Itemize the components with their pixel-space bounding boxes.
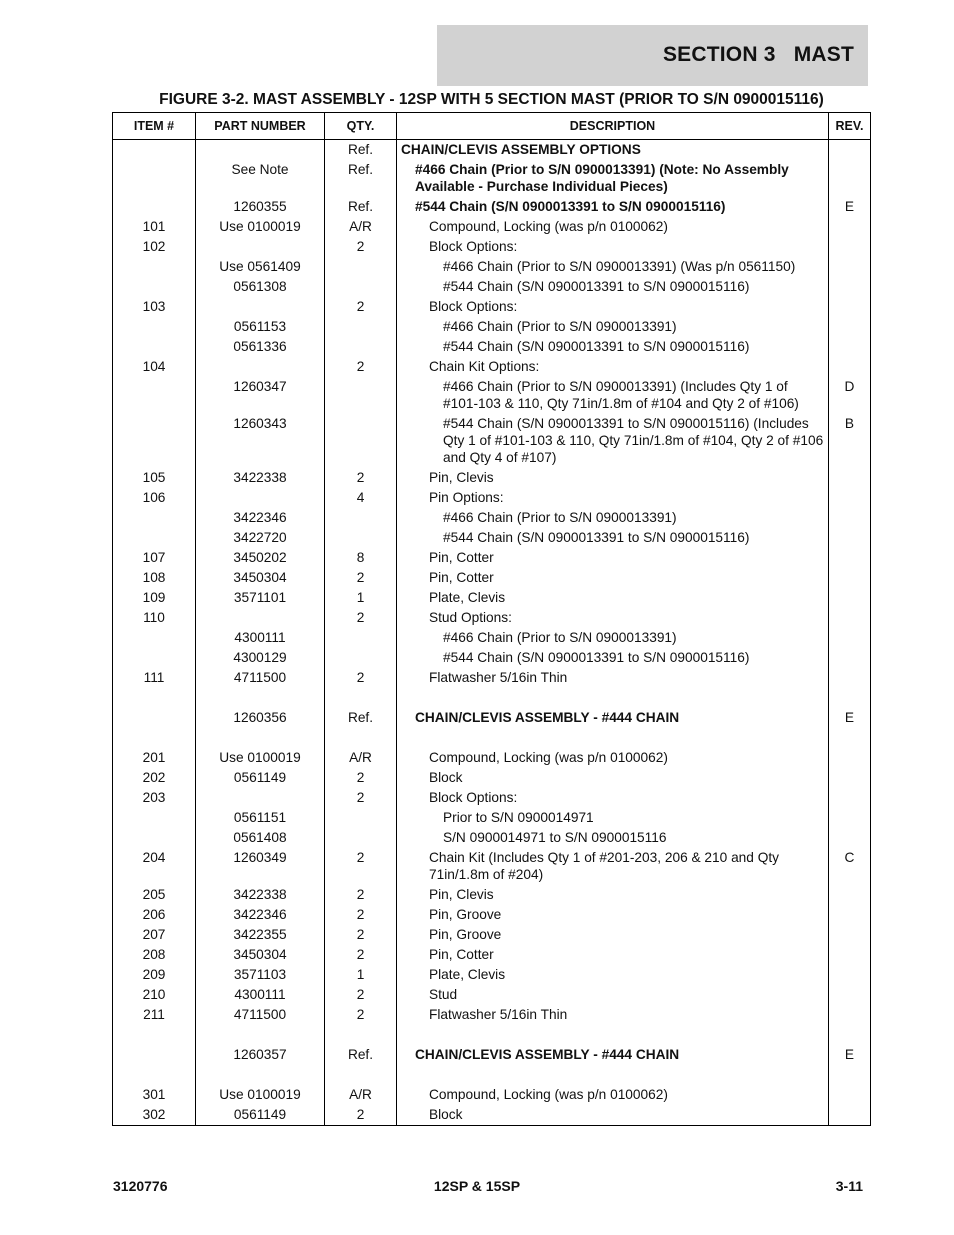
qty-cell (325, 318, 397, 338)
qty-cell: 2 (325, 569, 397, 589)
description-cell: Compound, Locking (was p/n 0100062) (397, 749, 829, 769)
rev-cell: D (829, 378, 871, 415)
table-row (113, 161, 871, 198)
item-number-cell (113, 258, 196, 278)
rev-cell (829, 649, 871, 669)
description-cell: S/N 0900014971 to S/N 0900015116 (397, 829, 829, 849)
rev-cell (829, 469, 871, 489)
footer-page-number: 3-11 (835, 1178, 863, 1194)
part-number-cell: 1260349 (196, 849, 325, 886)
table-row (113, 198, 871, 218)
item-number-cell (113, 629, 196, 649)
qty-cell: Ref. (325, 709, 397, 729)
description-cell: #466 Chain (Prior to S/N 0900013391) (Includes Qty 1 of #101-103 & 110, Qty 71in/1.8m of #104 and Qty 2 of #106) (397, 378, 829, 415)
table-row (113, 609, 871, 629)
rev-cell: E (829, 709, 871, 729)
item-number-cell (113, 318, 196, 338)
qty-cell: 2 (325, 849, 397, 886)
table-row (113, 1006, 871, 1026)
column-header-item: ITEM # (113, 113, 196, 140)
table-row (113, 769, 871, 789)
item-number-cell: 206 (113, 906, 196, 926)
part-number-cell: 3450202 (196, 549, 325, 569)
item-number-cell: 104 (113, 358, 196, 378)
part-number-cell: 0561149 (196, 769, 325, 789)
spacer-cell (113, 1026, 196, 1046)
spacer-cell (196, 1066, 325, 1086)
description-cell: Plate, Clevis (397, 966, 829, 986)
rev-cell (829, 278, 871, 298)
qty-cell (325, 415, 397, 469)
item-number-cell: 201 (113, 749, 196, 769)
qty-cell: A/R (325, 1086, 397, 1106)
item-number-cell (113, 140, 196, 162)
qty-cell: 2 (325, 1006, 397, 1026)
part-number-cell: Use 0561409 (196, 258, 325, 278)
spacer-row (113, 1066, 871, 1086)
qty-cell: 2 (325, 609, 397, 629)
item-number-cell: 209 (113, 966, 196, 986)
table-row (113, 358, 871, 378)
rev-cell (829, 946, 871, 966)
description-cell: Chain Kit (Includes Qty 1 of #201-203, 206 & 210 and Qty 71in/1.8m of #204) (397, 849, 829, 886)
description-cell: #466 Chain (Prior to S/N 0900013391) (397, 629, 829, 649)
part-number-cell: See Note (196, 161, 325, 198)
description-cell: Block Options: (397, 238, 829, 258)
qty-cell: 1 (325, 966, 397, 986)
qty-cell (325, 529, 397, 549)
table-row (113, 849, 871, 886)
item-number-cell (113, 709, 196, 729)
rev-cell (829, 749, 871, 769)
item-number-cell: 301 (113, 1086, 196, 1106)
spacer-cell (397, 1026, 829, 1046)
column-header-qty: QTY. (325, 113, 397, 140)
table-row (113, 1106, 871, 1126)
item-number-cell: 210 (113, 986, 196, 1006)
rev-cell: E (829, 198, 871, 218)
description-cell: Pin, Cotter (397, 569, 829, 589)
table-row (113, 1046, 871, 1066)
qty-cell: 2 (325, 926, 397, 946)
part-number-cell (196, 140, 325, 162)
part-number-cell: Use 0100019 (196, 749, 325, 769)
item-number-cell: 205 (113, 886, 196, 906)
qty-cell (325, 278, 397, 298)
description-cell: Prior to S/N 0900014971 (397, 809, 829, 829)
part-number-cell: 4300129 (196, 649, 325, 669)
qty-cell: 2 (325, 886, 397, 906)
rev-cell (829, 629, 871, 649)
description-cell: #544 Chain (S/N 0900013391 to S/N 0900015116) (Includes Qty 1 of #101-103 & 110, Qty 71in/1.8m of #104, Qty 2 of #106 and Qty 4 of #107) (397, 415, 829, 469)
table-row (113, 509, 871, 529)
rev-cell (829, 669, 871, 689)
table-row (113, 140, 871, 162)
spacer-cell (829, 689, 871, 709)
rev-cell: C (829, 849, 871, 886)
description-cell: Pin, Groove (397, 926, 829, 946)
rev-cell: E (829, 1046, 871, 1066)
table-row (113, 649, 871, 669)
item-number-cell (113, 829, 196, 849)
table-row (113, 789, 871, 809)
rev-cell (829, 986, 871, 1006)
rev-cell (829, 358, 871, 378)
rev-cell (829, 1006, 871, 1026)
part-number-cell: 0561151 (196, 809, 325, 829)
section-header-banner (437, 25, 868, 86)
part-number-cell (196, 358, 325, 378)
spacer-cell (196, 689, 325, 709)
part-number-cell: 3571103 (196, 966, 325, 986)
description-cell: Block (397, 1106, 829, 1126)
table-row (113, 966, 871, 986)
item-number-cell: 105 (113, 469, 196, 489)
item-number-cell (113, 378, 196, 415)
table-row (113, 946, 871, 966)
rev-cell (829, 509, 871, 529)
part-number-cell: 1260343 (196, 415, 325, 469)
item-number-cell (113, 198, 196, 218)
description-cell: Pin, Groove (397, 906, 829, 926)
spacer-row (113, 729, 871, 749)
table-row (113, 529, 871, 549)
column-header-part-number: PART NUMBER (196, 113, 325, 140)
description-cell: Plate, Clevis (397, 589, 829, 609)
footer-model: 12SP & 15SP (433, 1178, 521, 1194)
spacer-cell (113, 689, 196, 709)
table-row (113, 809, 871, 829)
part-number-cell: 1260355 (196, 198, 325, 218)
item-number-cell: 107 (113, 549, 196, 569)
item-number-cell: 202 (113, 769, 196, 789)
item-number-cell: 111 (113, 669, 196, 689)
description-cell: Compound, Locking (was p/n 0100062) (397, 218, 829, 238)
spacer-cell (196, 1026, 325, 1046)
rev-cell (829, 886, 871, 906)
qty-cell: Ref. (325, 161, 397, 198)
item-number-cell (113, 509, 196, 529)
item-number-cell: 101 (113, 218, 196, 238)
description-cell: #466 Chain (Prior to S/N 0900013391) (397, 509, 829, 529)
description-cell: #466 Chain (Prior to S/N 0900013391) (Was p/n 0561150) (397, 258, 829, 278)
description-cell: #544 Chain (S/N 0900013391 to S/N 0900015116) (397, 529, 829, 549)
item-number-cell (113, 649, 196, 669)
item-number-cell: 109 (113, 589, 196, 609)
spacer-cell (829, 729, 871, 749)
rev-cell (829, 926, 871, 946)
qty-cell (325, 649, 397, 669)
rev-cell: B (829, 415, 871, 469)
description-cell: Compound, Locking (was p/n 0100062) (397, 1086, 829, 1106)
rev-cell (829, 218, 871, 238)
description-cell: Flatwasher 5/16in Thin (397, 669, 829, 689)
section-title: SECTION 3 MAST (662, 43, 854, 66)
rev-cell (829, 258, 871, 278)
table-row (113, 238, 871, 258)
qty-cell: 2 (325, 986, 397, 1006)
rev-cell (829, 829, 871, 849)
item-number-cell: 302 (113, 1106, 196, 1126)
part-number-cell: 0561149 (196, 1106, 325, 1126)
table-row (113, 298, 871, 318)
spacer-cell (325, 1066, 397, 1086)
rev-cell (829, 238, 871, 258)
part-number-cell: 3571101 (196, 589, 325, 609)
description-cell: #544 Chain (S/N 0900013391 to S/N 0900015116) (397, 198, 829, 218)
rev-cell (829, 489, 871, 509)
item-number-cell: 102 (113, 238, 196, 258)
part-number-cell (196, 609, 325, 629)
description-cell: CHAIN/CLEVIS ASSEMBLY - #444 CHAIN (397, 709, 829, 729)
part-number-cell: 4711500 (196, 1006, 325, 1026)
table-row (113, 549, 871, 569)
qty-cell (325, 809, 397, 829)
table-row (113, 829, 871, 849)
table-row (113, 886, 871, 906)
item-number-cell: 208 (113, 946, 196, 966)
table-row (113, 629, 871, 649)
parts-table (112, 112, 871, 1126)
spacer-cell (829, 1066, 871, 1086)
description-cell: Block (397, 769, 829, 789)
part-number-cell (196, 789, 325, 809)
item-number-cell: 211 (113, 1006, 196, 1026)
table-row (113, 589, 871, 609)
qty-cell (325, 629, 397, 649)
spacer-row (113, 689, 871, 709)
description-cell: #544 Chain (S/N 0900013391 to S/N 0900015116) (397, 338, 829, 358)
footer-doc-number: 3120776 (113, 1178, 168, 1194)
table-row (113, 318, 871, 338)
qty-cell: 4 (325, 489, 397, 509)
description-cell: Pin, Cotter (397, 946, 829, 966)
rev-cell (829, 549, 871, 569)
part-number-cell: 0561308 (196, 278, 325, 298)
part-number-cell: 4300111 (196, 986, 325, 1006)
item-number-cell: 207 (113, 926, 196, 946)
rev-cell (829, 161, 871, 198)
spacer-cell (113, 729, 196, 749)
item-number-cell: 103 (113, 298, 196, 318)
description-cell: Pin, Clevis (397, 886, 829, 906)
part-number-cell: Use 0100019 (196, 218, 325, 238)
qty-cell: 2 (325, 469, 397, 489)
figure-title: FIGURE 3-2. MAST ASSEMBLY - 12SP WITH 5 SECTION MAST (PRIOR TO S/N 0900015116) (159, 91, 824, 108)
qty-cell: 2 (325, 946, 397, 966)
spacer-cell (397, 689, 829, 709)
rev-cell (829, 809, 871, 829)
column-header-description: DESCRIPTION (397, 113, 829, 140)
description-cell: Stud (397, 986, 829, 1006)
part-number-cell: 3450304 (196, 946, 325, 966)
item-number-cell (113, 809, 196, 829)
item-number-cell (113, 161, 196, 198)
rev-cell (829, 1106, 871, 1126)
description-cell: #466 Chain (Prior to S/N 0900013391) (397, 318, 829, 338)
part-number-cell: 3422338 (196, 886, 325, 906)
qty-cell: 2 (325, 298, 397, 318)
rev-cell (829, 789, 871, 809)
item-number-cell (113, 1046, 196, 1066)
part-number-cell: 3422346 (196, 509, 325, 529)
qty-cell (325, 378, 397, 415)
part-number-cell: 1260347 (196, 378, 325, 415)
qty-cell: 2 (325, 669, 397, 689)
description-cell: Block Options: (397, 789, 829, 809)
rev-cell (829, 966, 871, 986)
part-number-cell: 4300111 (196, 629, 325, 649)
description-cell: Stud Options: (397, 609, 829, 629)
spacer-cell (325, 1026, 397, 1046)
spacer-cell (196, 729, 325, 749)
table-row (113, 278, 871, 298)
item-number-cell (113, 278, 196, 298)
qty-cell: 8 (325, 549, 397, 569)
part-number-cell: 0561408 (196, 829, 325, 849)
description-cell: Pin Options: (397, 489, 829, 509)
spacer-cell (113, 1066, 196, 1086)
item-number-cell (113, 338, 196, 358)
description-cell: Block Options: (397, 298, 829, 318)
rev-cell (829, 298, 871, 318)
part-number-cell: Use 0100019 (196, 1086, 325, 1106)
rev-cell (829, 569, 871, 589)
spacer-cell (397, 1066, 829, 1086)
part-number-cell: 3422355 (196, 926, 325, 946)
qty-cell (325, 509, 397, 529)
description-cell: #544 Chain (S/N 0900013391 to S/N 0900015116) (397, 278, 829, 298)
qty-cell: A/R (325, 218, 397, 238)
item-number-cell: 108 (113, 569, 196, 589)
item-number-cell: 204 (113, 849, 196, 886)
qty-cell: Ref. (325, 198, 397, 218)
rev-cell (829, 1086, 871, 1106)
table-row (113, 469, 871, 489)
qty-cell: A/R (325, 749, 397, 769)
qty-cell: 2 (325, 789, 397, 809)
spacer-cell (397, 729, 829, 749)
table-row (113, 415, 871, 469)
table-row (113, 749, 871, 769)
qty-cell: Ref. (325, 1046, 397, 1066)
part-number-cell: 0561336 (196, 338, 325, 358)
table-row (113, 709, 871, 729)
table-row (113, 569, 871, 589)
table-row (113, 378, 871, 415)
spacer-cell (325, 729, 397, 749)
table-row (113, 1086, 871, 1106)
item-number-cell: 110 (113, 609, 196, 629)
table-row (113, 926, 871, 946)
description-cell: Chain Kit Options: (397, 358, 829, 378)
qty-cell (325, 829, 397, 849)
parts-table-body (113, 140, 871, 1126)
part-number-cell: 1260357 (196, 1046, 325, 1066)
item-number-cell: 106 (113, 489, 196, 509)
rev-cell (829, 906, 871, 926)
table-row (113, 218, 871, 238)
description-cell: Flatwasher 5/16in Thin (397, 1006, 829, 1026)
part-number-cell: 3422338 (196, 469, 325, 489)
table-row (113, 258, 871, 278)
rev-cell (829, 140, 871, 162)
table-row (113, 489, 871, 509)
part-number-cell: 1260356 (196, 709, 325, 729)
item-number-cell: 203 (113, 789, 196, 809)
item-number-cell (113, 529, 196, 549)
column-header-rev: REV. (829, 113, 871, 140)
table-row (113, 906, 871, 926)
qty-cell: 2 (325, 238, 397, 258)
table-row (113, 669, 871, 689)
qty-cell: 1 (325, 589, 397, 609)
rev-cell (829, 318, 871, 338)
part-number-cell: 3422720 (196, 529, 325, 549)
part-number-cell (196, 489, 325, 509)
qty-cell: Ref. (325, 140, 397, 162)
rev-cell (829, 609, 871, 629)
rev-cell (829, 589, 871, 609)
part-number-cell (196, 298, 325, 318)
description-cell: CHAIN/CLEVIS ASSEMBLY OPTIONS (397, 140, 829, 162)
rev-cell (829, 529, 871, 549)
qty-cell: 2 (325, 358, 397, 378)
qty-cell: 2 (325, 769, 397, 789)
qty-cell (325, 258, 397, 278)
description-cell: #544 Chain (S/N 0900013391 to S/N 0900015116) (397, 649, 829, 669)
description-cell: CHAIN/CLEVIS ASSEMBLY - #444 CHAIN (397, 1046, 829, 1066)
qty-cell (325, 338, 397, 358)
qty-cell: 2 (325, 1106, 397, 1126)
spacer-row (113, 1026, 871, 1046)
description-cell: #466 Chain (Prior to S/N 0900013391) (Note: No Assembly Available - Purchase Individual Pieces) (397, 161, 829, 198)
part-number-cell: 4711500 (196, 669, 325, 689)
description-cell: Pin, Clevis (397, 469, 829, 489)
part-number-cell (196, 238, 325, 258)
part-number-cell: 0561153 (196, 318, 325, 338)
item-number-cell (113, 415, 196, 469)
rev-cell (829, 769, 871, 789)
table-row (113, 338, 871, 358)
part-number-cell: 3422346 (196, 906, 325, 926)
rev-cell (829, 338, 871, 358)
spacer-cell (829, 1026, 871, 1046)
qty-cell: 2 (325, 906, 397, 926)
part-number-cell: 3450304 (196, 569, 325, 589)
table-header-row (113, 113, 871, 140)
spacer-cell (325, 689, 397, 709)
description-cell: Pin, Cotter (397, 549, 829, 569)
table-row (113, 986, 871, 1006)
